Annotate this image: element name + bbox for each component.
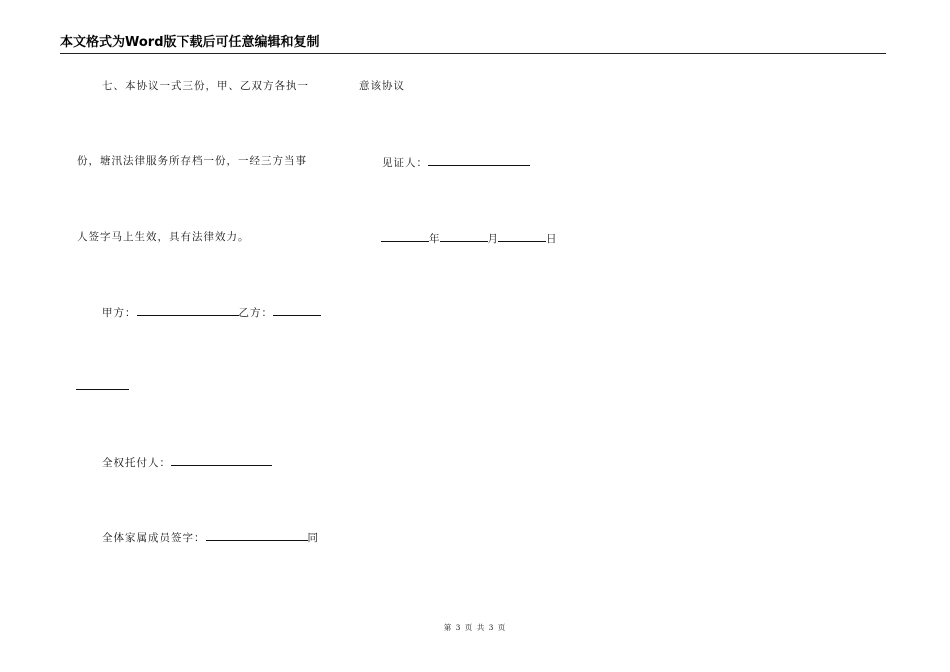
party-b-label: 乙方： <box>238 307 273 319</box>
clause-seven-line-2: 份，塘汛法律服务所存档一份，一经三方当事 <box>77 155 307 167</box>
party-a-blank[interactable] <box>137 304 239 316</box>
month-label: 月 <box>487 233 498 245</box>
witness-blank[interactable] <box>428 154 530 166</box>
day-label: 日 <box>546 233 557 245</box>
party-b-continuation <box>76 378 129 394</box>
agent-blank[interactable] <box>171 454 272 466</box>
clause-seven-line-3: 人签字马上生效，具有法律效力。 <box>77 231 250 243</box>
witness-label: 见证人： <box>382 157 428 169</box>
party-b-blank[interactable] <box>273 304 321 316</box>
header-title: 本文格式为Word版下载后可任意编辑和复制 <box>60 35 320 50</box>
day-blank[interactable] <box>498 230 546 242</box>
agent-label: 全权托付人： <box>102 457 171 469</box>
page-header <box>60 35 886 54</box>
clause-seven-line-1: 七、本协议一式三份，甲、乙双方各执一 <box>102 80 309 92</box>
family-label: 全体家属成员签字： <box>102 532 206 544</box>
date-row <box>381 230 557 246</box>
agree-text: 意该协议 <box>359 80 405 92</box>
party-row <box>102 304 321 320</box>
family-row <box>102 529 319 545</box>
agent-row <box>102 454 272 470</box>
party-a-label: 甲方： <box>102 307 137 319</box>
year-blank[interactable] <box>381 230 429 242</box>
party-b-blank-continued[interactable] <box>76 378 129 390</box>
month-blank[interactable] <box>440 230 488 242</box>
page-footer: 第 3 页 共 3 页 <box>443 623 507 632</box>
year-label: 年 <box>429 233 440 245</box>
witness-row <box>382 154 530 170</box>
family-blank[interactable] <box>206 529 308 541</box>
family-suffix: 同 <box>307 532 319 544</box>
